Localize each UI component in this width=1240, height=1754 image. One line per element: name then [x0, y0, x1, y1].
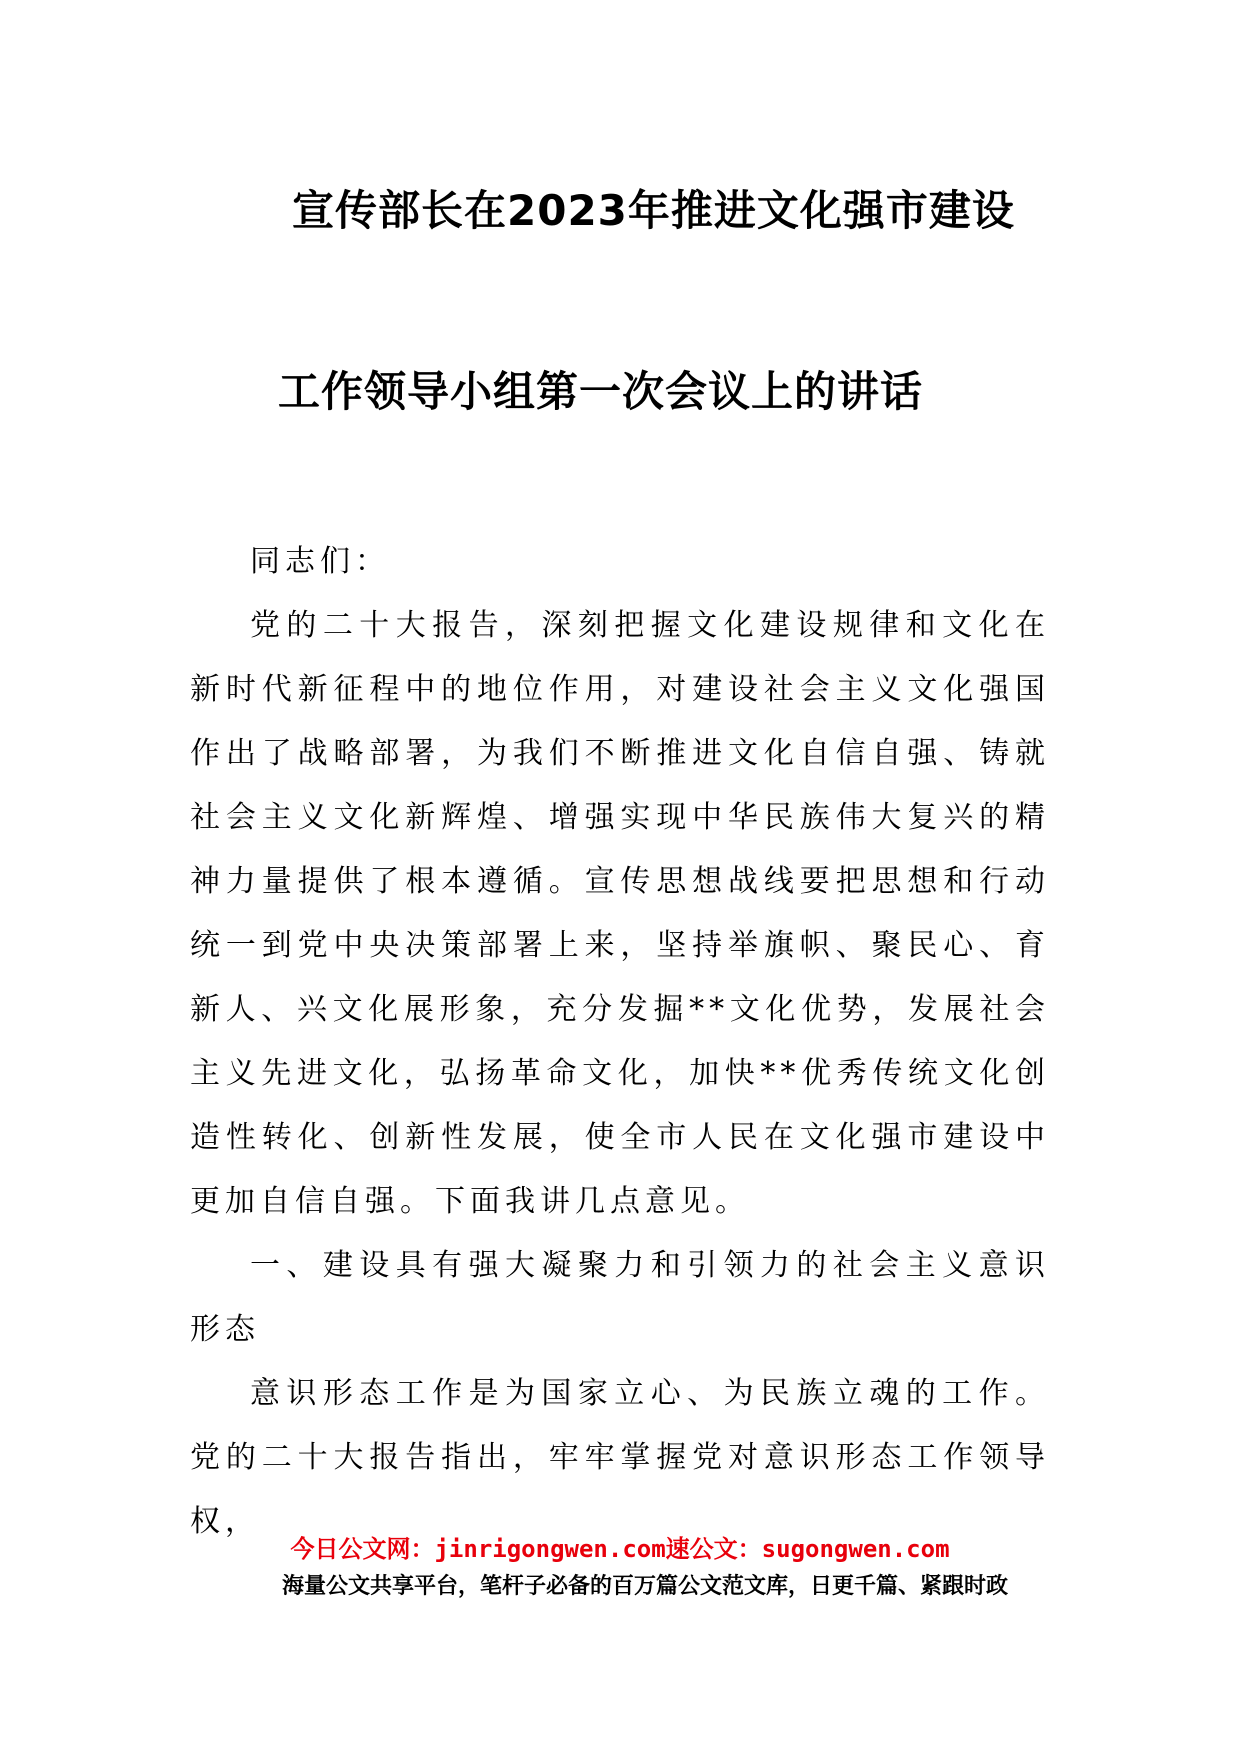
paragraph-2 — [190, 1362, 1050, 1554]
footer-tagline: 海量公文共享平台，笔杆子必备的百万篇公文范文库，日更千篇、紧跟时政 — [281, 1574, 1008, 1599]
footer-site2-link[interactable]: sugongwen.com — [761, 1535, 950, 1563]
section-heading-1-text: 一、建设具有强大凝聚力和引领力的社会主义意识形态 — [190, 1248, 1050, 1347]
document-title-line-2: 工作领导小组第一次会议上的讲话 — [278, 367, 924, 416]
paragraph-2-text: 意识形态工作是为国家立心、为民族立魂的工作。党的二十大报告指出，牢牢掌握党对意识形态工作领导权， — [190, 1376, 1050, 1539]
footer-site1-label: 今日公文网： — [290, 1535, 435, 1563]
document-title-line-1: 宣传部长在2023年推进文化强市建设 — [292, 186, 1015, 235]
paragraph-1 — [190, 594, 1050, 1234]
paragraph-1-text: 党的二十大报告，深刻把握文化建设规律和文化在新时代新征程中的地位作用，对建设社会主义文化强国作出了战略部署，为我们不断推进文化自信自强、铸就社会主义文化新辉煌、增强实现中华民族伟大复兴的精神力量提供了根本遵循。宣传思想战线要把思想和行动统一到党中央决策部署上来，坚持举旗帜、聚民心、育新人、兴文化展形象，充分发掘**文化优势，发展社会主义先进文化，弘扬革命文化，加快**优秀传统文化创造性转化、创新性发展，使全市人民在文化强市建设中更加自信自强。下面我讲几点意见。 — [190, 608, 1050, 1219]
salutation-text: 同志们： — [250, 544, 390, 579]
footer-site2-label: 速公文： — [665, 1535, 762, 1563]
footer-links — [0, 1532, 1240, 1566]
section-heading-1 — [190, 1234, 1050, 1362]
salutation — [190, 530, 1050, 594]
footer-site1-link[interactable]: jinrigongwen.com — [434, 1535, 666, 1563]
